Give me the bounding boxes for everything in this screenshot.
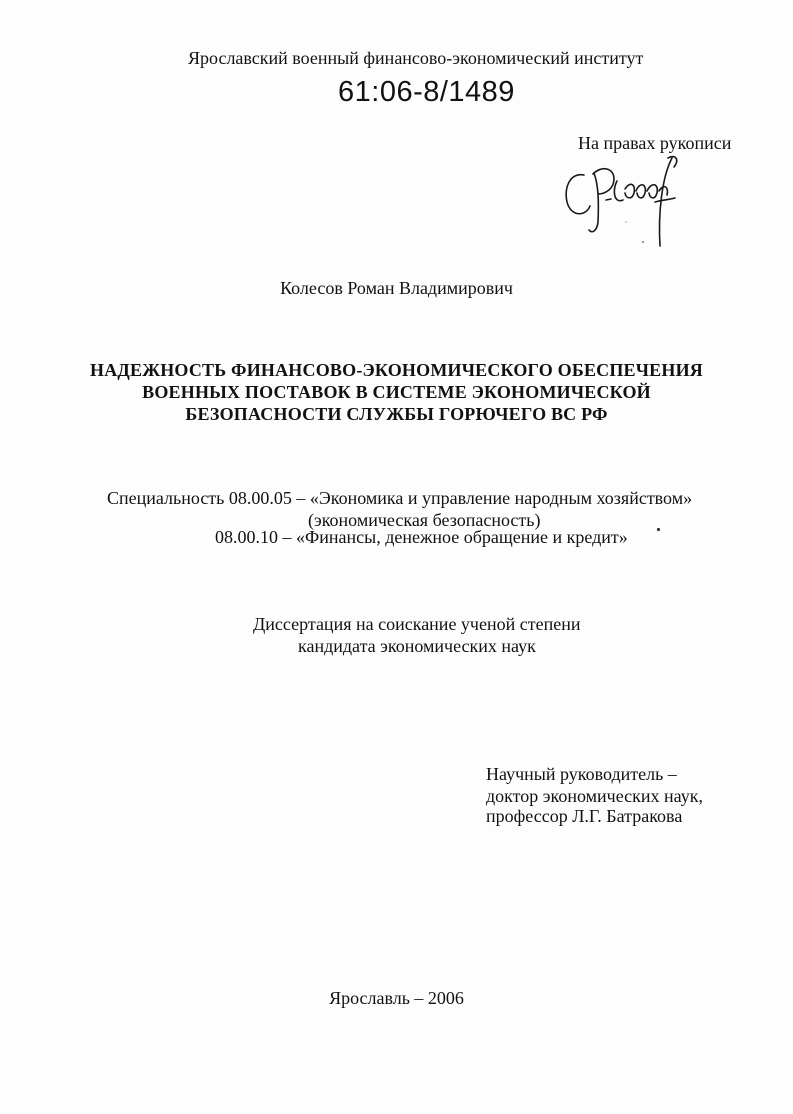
supervisor-line: профессор Л.Г. Батракова [486, 806, 683, 826]
thesis-title-line: НАДЕЖНОСТЬ ФИНАНСОВО-ЭКОНОМИЧЕСКОГО ОБЕСПЕЧЕНИЯ [90, 360, 703, 380]
author-name: Колесов Роман Владимирович [280, 278, 513, 298]
thesis-title-line: ВОЕННЫХ ПОСТАВОК В СИСТЕМЕ ЭКОНОМИЧЕСКОЙ [142, 382, 651, 402]
thesis-title-line: БЕЗОПАСНОСТИ СЛУЖБЫ ГОРЮЧЕГО ВС РФ [185, 404, 608, 424]
supervisor-line: доктор экономических наук, [486, 786, 703, 806]
scan-speck [657, 528, 660, 531]
specialty-line: 08.00.10 – «Финансы, денежное обращение и кредит» [215, 527, 628, 547]
dissertation-line: Диссертация на соискание ученой степени [253, 614, 581, 634]
signature-icon [556, 150, 686, 260]
specialty-line: Специальность 08.00.05 – «Экономика и управление народным хозяйством» [107, 488, 693, 508]
city-year: Ярославль – 2006 [329, 988, 464, 1008]
institute-name: Ярославский военный финансово-экономический институт [188, 48, 644, 68]
specialty-line: (экономическая безопасность) [308, 510, 541, 530]
supervisor-line: Научный руководитель – [486, 764, 677, 784]
manuscript-rights: На правах рукописи [578, 133, 732, 153]
dissertation-line: кандидата экономических наук [298, 636, 536, 656]
document-code: 61:06-8/1489 [338, 76, 515, 108]
